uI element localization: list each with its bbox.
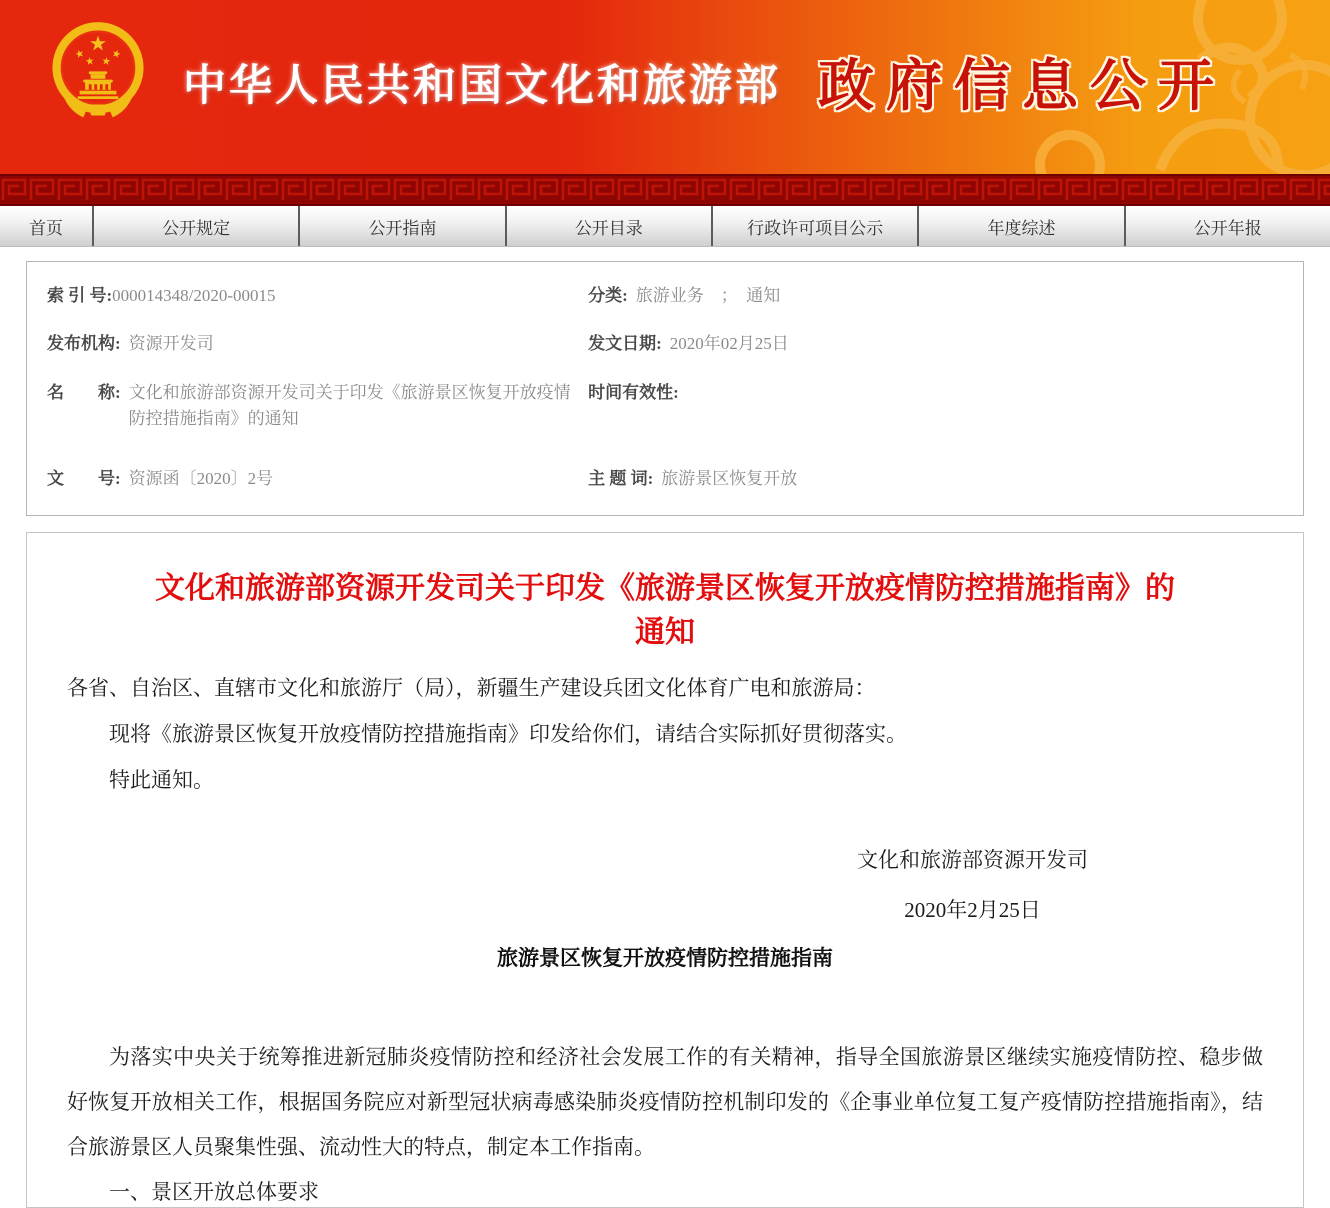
meta-document-name xyxy=(43,369,584,455)
document-title: 文化和旅游部资源开发司关于印发《旅游景区恢复开放疫情防控措施指南》的通知 xyxy=(155,572,1175,650)
meta-category-value: 旅游业务 ； 通知 xyxy=(635,286,781,305)
nav-item-disclosure-guide[interactable]: 公开指南 xyxy=(298,206,504,246)
meta-index-number-label: 索 引 号: xyxy=(47,286,113,305)
meta-subject-words-label: 主 题 词: xyxy=(588,468,654,488)
meta-issue-date xyxy=(584,320,1287,368)
meta-category-label: 分类: xyxy=(588,286,628,305)
meta-issuing-agency-value: 资源开发司 xyxy=(128,334,214,354)
meander-border-decoration xyxy=(0,174,1330,206)
meta-issuing-agency xyxy=(43,320,584,368)
meta-index-number xyxy=(43,272,584,320)
document-body xyxy=(67,665,1263,1208)
page-section-title: 政府信息公开 xyxy=(818,54,1226,117)
meta-document-number-label: 文 号: xyxy=(47,468,121,488)
meta-issue-date-value: 2020年02月25日 xyxy=(669,334,789,354)
meta-subject-words xyxy=(584,455,1287,503)
signature-date: 2020年2月25日 xyxy=(904,898,1041,923)
nav-item-annual-report[interactable]: 公开年报 xyxy=(1124,206,1330,246)
meta-time-validity-label: 时间有效性: xyxy=(588,382,679,402)
nav-item-home[interactable]: 首页 xyxy=(29,218,63,238)
document-metadata-box xyxy=(26,261,1304,516)
meta-document-name-value: 文化和旅游部资源开发司关于印发《旅游景区恢复开放疫情防控措施指南》的通知 xyxy=(128,382,571,429)
salutation-line: 各省、自治区、直辖市文化和旅游厅（局），新疆生产建设兵团文化体育广电和旅游局： xyxy=(67,676,876,701)
meta-subject-words-value: 旅游景区恢复开放 xyxy=(661,468,798,488)
signature-agency: 文化和旅游部资源开发司 xyxy=(857,848,1088,873)
meta-index-number-value: 000014348/2020-00015 xyxy=(112,286,276,305)
meta-issuing-agency-label: 发布机构: xyxy=(47,334,121,354)
meta-category xyxy=(584,272,1287,320)
site-header xyxy=(0,0,1330,174)
signature-block xyxy=(857,835,1088,935)
national-emblem-icon xyxy=(52,16,144,136)
main-nav xyxy=(0,206,1330,247)
guideline-intro-paragraph: 为落实中央关于统筹推进新冠肺炎疫情防控和经济社会发展工作的有关精神，指导全国旅游景区继续实施疫情防控、稳步做好恢复开放相关工作，根据国务院应对新型冠状病毒感染肺炎疫情防控机制印发的《企事业单位复工复产疫情防控措施指南》，结合旅游景区人员聚集性强、流动性大的特点，制定本工作指南。 xyxy=(67,1045,1263,1160)
section-1-heading: 一、景区开放总体要求 xyxy=(109,1180,319,1205)
guideline-subtitle: 旅游景区恢复开放疫情防控措施指南 xyxy=(497,946,833,971)
meta-document-name-label: 名 称: xyxy=(47,382,121,402)
nav-item-disclosure-rules[interactable]: 公开规定 xyxy=(92,206,298,246)
paragraph-notice: 现将《旅游景区恢复开放疫情防控措施指南》印发给你们，请结合实际抓好贯彻落实。 xyxy=(109,722,907,747)
meta-time-validity xyxy=(584,369,1287,455)
document-content-box xyxy=(26,532,1304,1208)
meta-document-number-value: 资源函〔2020〕2号 xyxy=(128,468,274,488)
paragraph-hereby: 特此通知。 xyxy=(109,768,214,793)
nav-item-disclosure-catalog[interactable]: 公开目录 xyxy=(505,206,711,246)
nav-item-admin-license[interactable]: 行政许可项目公示 xyxy=(711,206,917,246)
nav-item-annual-overview[interactable]: 年度综述 xyxy=(917,206,1123,246)
meta-issue-date-label: 发文日期: xyxy=(588,334,662,354)
site-title: 中华人民共和国文化和旅游部 xyxy=(183,62,781,110)
meta-document-number xyxy=(43,455,584,503)
